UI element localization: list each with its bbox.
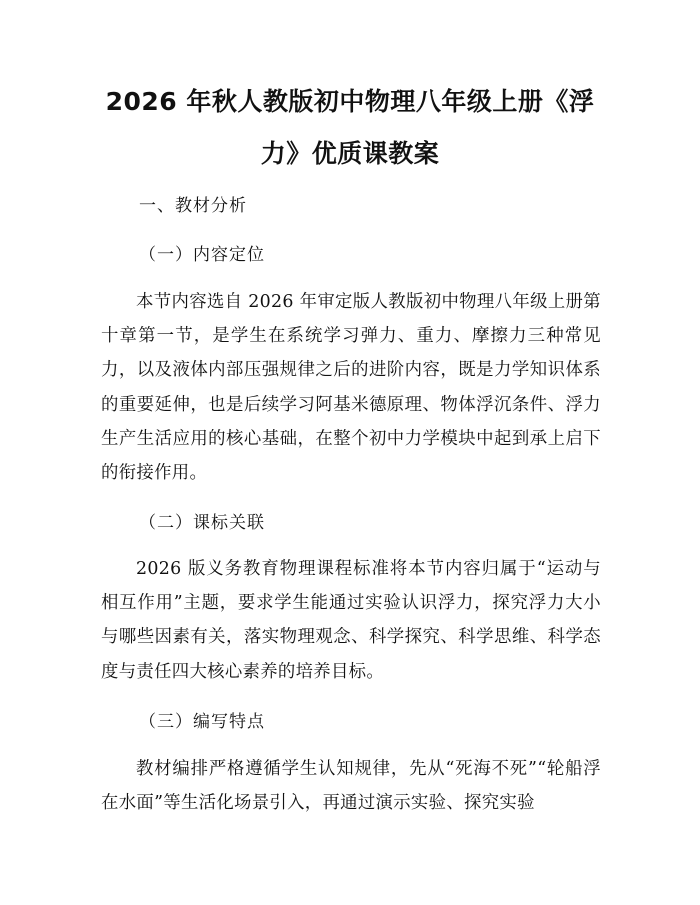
- document-title-line-1: 2026 年秋人教版初中物理八年级上册《浮: [105, 87, 595, 116]
- subsection-heading-curriculum-link: （二）课标关联: [139, 513, 265, 533]
- section-heading-textbook-analysis: 一、教材分析: [139, 196, 247, 216]
- paragraph-content-positioning: 本节内容选自 2026 年审定版人教版初中物理八年级上册第十章第一节，是学生在系统学习弹力、重力、摩擦力三种常见力，以及液体内部压强规律之后的进阶内容，既是力学知识体系的重要延伸，也是后续学习阿基米德原理、物体浮沉条件、浮力生产生活应用的核心基础，在整个初中力学模块中起到承上启下的衔接作用。: [101, 292, 601, 484]
- subsection-heading-writing-features: （三）编写特点: [139, 712, 265, 732]
- paragraph-curriculum-link: 2026 版义务教育物理课程标准将本节内容归属于“运动与相互作用”主题，要求学生能通过实验认识浮力，探究浮力大小与哪些因素有关，落实物理观念、科学探究、科学思维、科学态度与责任四大核心素养的培养目标。: [101, 559, 601, 682]
- subsection-heading-content-positioning: （一）内容定位: [139, 245, 265, 265]
- document-title-line-2: 力》优质课教案: [260, 139, 440, 168]
- paragraph-writing-features: 教材编排严格遵循学生认知规律，先从“死海不死”“轮船浮在水面”等生活化场景引入，再通过演示实验、探究实验: [101, 759, 601, 814]
